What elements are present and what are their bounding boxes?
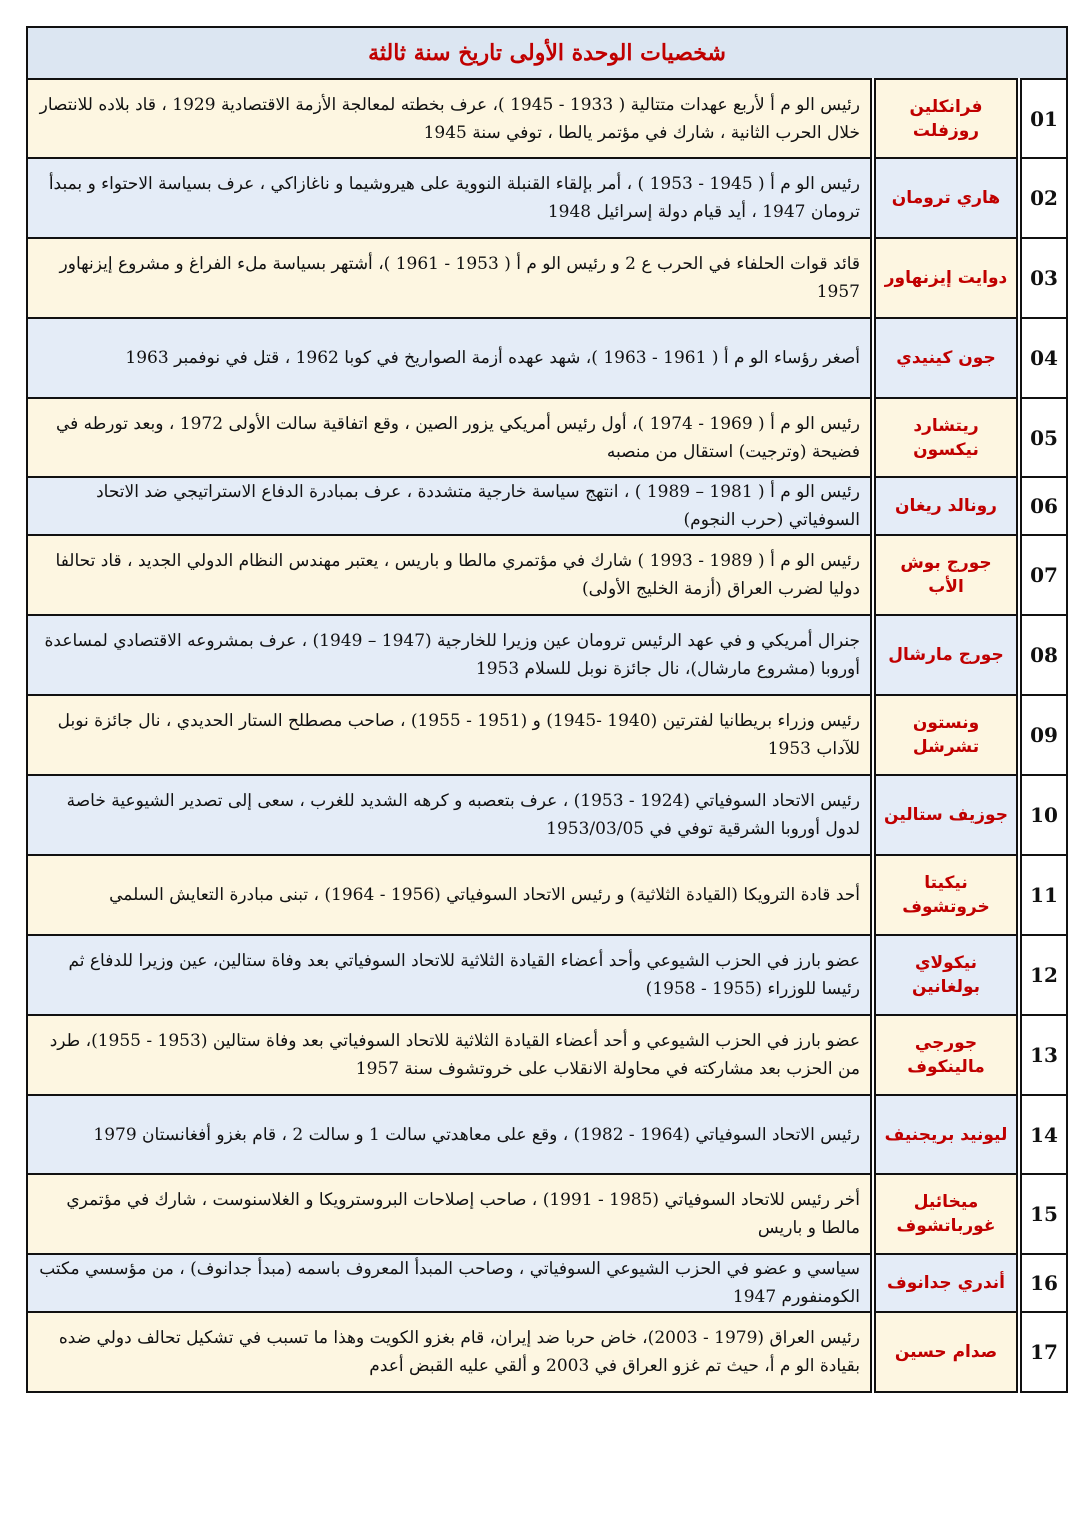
figure-name: دوايت إيزنهاور xyxy=(873,238,1019,318)
row-number: 08 xyxy=(1019,615,1067,695)
table-row xyxy=(27,1254,1067,1312)
figure-description: جنرال أمريكي و في عهد الرئيس ترومان عين وزيرا للخارجية (1947 – 1949) ، عرف بمشروعه الاقتصادي لمساعدة أوروبا (مشروع مارشال)، نال جائزة نوبل للسلام 1953 xyxy=(27,615,873,695)
table-row xyxy=(27,535,1067,615)
row-number: 01 xyxy=(1019,79,1067,158)
figure-name: نيكولاي بولغانين xyxy=(873,935,1019,1015)
row-number: 15 xyxy=(1019,1174,1067,1254)
figure-name: صدام حسين xyxy=(873,1312,1019,1392)
figure-description: رئيس الاتحاد السوفياتي (1924 - 1953) ، عرف بتعصبه و كرهه الشديد للغرب ، سعى إلى تصدير الشيوعية خاصة لدول أوروبا الشرقية توفي في 1953/03/05 xyxy=(27,775,873,855)
table-row xyxy=(27,855,1067,935)
table-row xyxy=(27,695,1067,775)
figure-description: رئيس الو م أ ( 1981 – 1989 ) ، انتهج سياسة خارجية متشددة ، عرف بمبادرة الدفاع الاستراتيجي ضد الاتحاد السوفياتي (حرب النجوم) xyxy=(27,477,873,535)
table-row xyxy=(27,935,1067,1015)
figure-name: ونستون تشرشل xyxy=(873,695,1019,775)
figure-name: نيكيتا خروتشوف xyxy=(873,855,1019,935)
row-number: 14 xyxy=(1019,1095,1067,1174)
figure-description: عضو بارز في الحزب الشيوعي و أحد أعضاء القيادة الثلاثية للاتحاد السوفياتي بعد وفاة ستالين (1953 - 1955)، طرد من الحزب بعد مشاركته في محاولة الانقلاب على خروتشوف سنة 1957 xyxy=(27,1015,873,1095)
figure-description: رئيس الاتحاد السوفياتي (1964 - 1982) ، وقع على معاهدتي سالت 1 و سالت 2 ، قام بغزو أفغانستان 1979 xyxy=(27,1095,873,1174)
table-row xyxy=(27,398,1067,477)
row-number: 04 xyxy=(1019,318,1067,398)
figure-description: رئيس الو م أ لأربع عهدات متتالية ( 1933 - 1945 )، عرف بخطته لمعالجة الأزمة الاقتصادية 1929 ، قاد بلاده للانتصار خلال الحرب الثانية ، شارك في مؤتمر يالطا ، توفي سنة 1945 xyxy=(27,79,873,158)
row-number: 03 xyxy=(1019,238,1067,318)
row-number: 16 xyxy=(1019,1254,1067,1312)
row-number: 06 xyxy=(1019,477,1067,535)
figure-description: قائد قوات الحلفاء في الحرب ع 2 و رئيس الو م أ ( 1953 - 1961 )، أشتهر بسياسة ملء الفراغ و مشروع إيزنهاور 1957 xyxy=(27,238,873,318)
figure-description: أصغر رؤساء الو م أ ( 1961 - 1963 )، شهد عهده أزمة الصواريخ في كوبا 1962 ، قتل في نوفمبر 1963 xyxy=(27,318,873,398)
title-row xyxy=(27,27,1067,79)
row-number: 09 xyxy=(1019,695,1067,775)
row-number: 05 xyxy=(1019,398,1067,477)
figure-description: رئيس الو م أ ( 1969 - 1974 )، أول رئيس أمريكي يزور الصين ، وقع اتفاقية سالت الأولى 1972 ، وبعد تورطه في فضيحة (وترجيت) استقال من منصبه xyxy=(27,398,873,477)
row-number: 17 xyxy=(1019,1312,1067,1392)
figure-name: ليونيد بريجنيف xyxy=(873,1095,1019,1174)
row-number: 13 xyxy=(1019,1015,1067,1095)
figure-name: جورج بوش الأب xyxy=(873,535,1019,615)
figures-table xyxy=(26,26,1068,1393)
row-number: 12 xyxy=(1019,935,1067,1015)
table-row xyxy=(27,79,1067,158)
table-row xyxy=(27,775,1067,855)
figure-name: هاري ترومان xyxy=(873,158,1019,238)
table-row xyxy=(27,158,1067,238)
table-row xyxy=(27,1095,1067,1174)
figure-description: سياسي و عضو في الحزب الشيوعي السوفياتي ، وصاحب المبدأ المعروف باسمه (مبدأ جدانوف) ، من مؤسسي مكتب الكومنفورم 1947 xyxy=(27,1254,873,1312)
table-title: شخصيات الوحدة الأولى تاريخ سنة ثالثة xyxy=(27,27,1067,79)
row-number: 07 xyxy=(1019,535,1067,615)
figure-name: فرانكلين روزفلت xyxy=(873,79,1019,158)
table-row xyxy=(27,477,1067,535)
figure-name: ريتشارد نيكسون xyxy=(873,398,1019,477)
figure-description: عضو بارز في الحزب الشيوعي وأحد أعضاء القيادة الثلاثية للاتحاد السوفياتي بعد وفاة ستالين، عين وزيرا للدفاع ثم رئيسا للوزراء (1955 - 1958) xyxy=(27,935,873,1015)
figure-name: جون كينيدي xyxy=(873,318,1019,398)
figure-description: أحد قادة الترويكا (القيادة الثلاثية) و رئيس الاتحاد السوفياتي (1956 - 1964) ، تبنى مبادرة التعايش السلمي xyxy=(27,855,873,935)
figure-description: رئيس الو م أ ( 1989 - 1993 ) شارك في مؤتمري مالطا و باريس ، يعتبر مهندس النظام الدولي الجديد ، قاد تحالفا دوليا لضرب العراق (أزمة الخليج الأولى) xyxy=(27,535,873,615)
table-row xyxy=(27,238,1067,318)
figure-name: أندري جدانوف xyxy=(873,1254,1019,1312)
row-number: 11 xyxy=(1019,855,1067,935)
figure-name: ميخائيل غورباتشوف xyxy=(873,1174,1019,1254)
table-row xyxy=(27,1312,1067,1392)
table-row xyxy=(27,318,1067,398)
figure-name: جوزيف ستالين xyxy=(873,775,1019,855)
figure-description: رئيس الو م أ ( 1945 - 1953 ) ، أمر بإلقاء القنبلة النووية على هيروشيما و ناغازاكي ، عرف بسياسة الاحتواء و بمبدأ ترومان 1947 ، أيد قيام دولة إسرائيل 1948 xyxy=(27,158,873,238)
table-row xyxy=(27,1174,1067,1254)
table-row xyxy=(27,615,1067,695)
figure-description: رئيس العراق (1979 - 2003)، خاض حربا ضد إيران، قام بغزو الكويت وهذا ما تسبب في تشكيل تحالف دولي ضده بقيادة الو م أ، حيث تم غزو العراق في 2003 و ألقي عليه القبض أعدم xyxy=(27,1312,873,1392)
figure-name: جورج مارشال xyxy=(873,615,1019,695)
figure-description: رئيس وزراء بريطانيا لفترتين (1940 -1945) و (1951 - 1955) ، صاحب مصطلح الستار الحديدي ، نال جائزة نوبل للآداب 1953 xyxy=(27,695,873,775)
row-number: 10 xyxy=(1019,775,1067,855)
row-number: 02 xyxy=(1019,158,1067,238)
table-row xyxy=(27,1015,1067,1095)
figure-name: رونالد ريغان xyxy=(873,477,1019,535)
figure-name: جورجي مالينكوف xyxy=(873,1015,1019,1095)
figure-description: أخر رئيس للاتحاد السوفياتي (1985 - 1991) ، صاحب إصلاحات البروسترويكا و الغلاسنوست ، شارك في مؤتمري مالطا و باريس xyxy=(27,1174,873,1254)
